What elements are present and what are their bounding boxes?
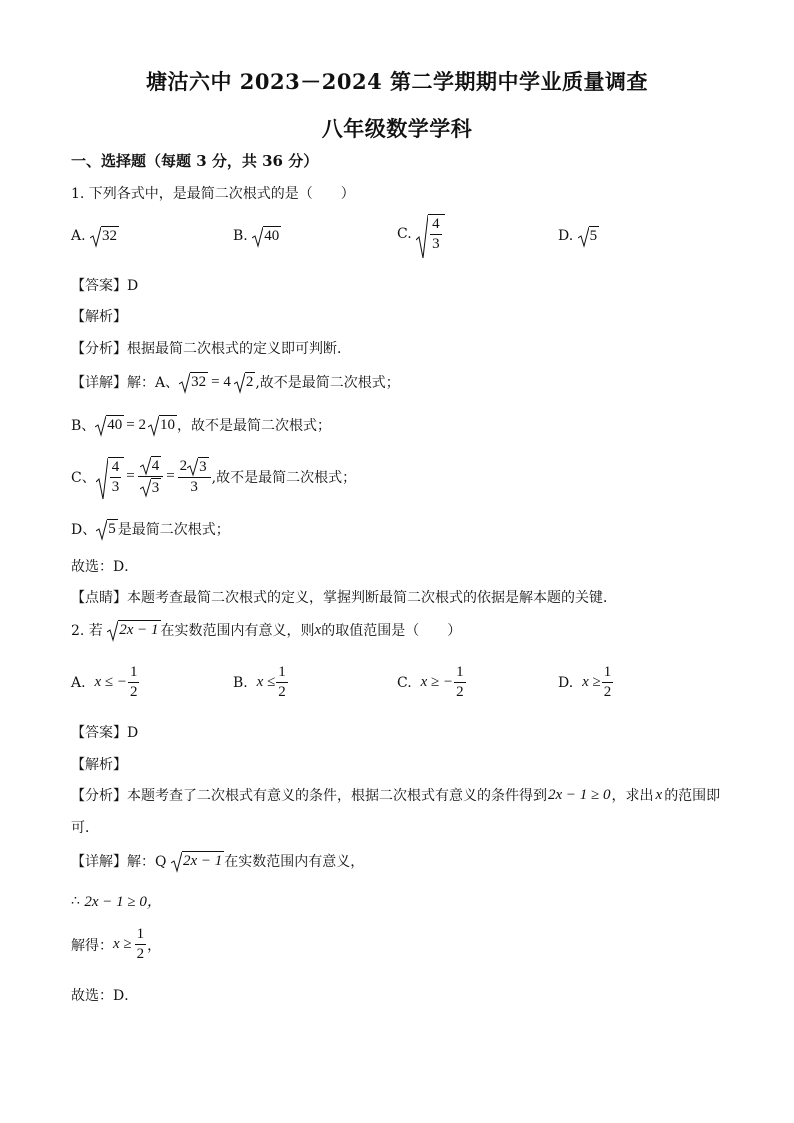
option-label: A. xyxy=(71,674,86,691)
radical xyxy=(171,851,224,870)
q2-fenxi xyxy=(71,785,720,805)
q1-choose: 故选：D． xyxy=(71,559,139,575)
detail-prefix: D、 xyxy=(71,522,97,538)
stem-text: 在实数范围内有意义，则 xyxy=(160,623,315,639)
fraction xyxy=(602,664,614,702)
fraction xyxy=(135,926,147,964)
q1-analysis-tag: 【解析】 xyxy=(71,309,127,325)
fraction xyxy=(128,664,140,702)
q2-answer: 【答案】D xyxy=(71,725,139,741)
radicand: 4 xyxy=(151,458,160,474)
q1-option-a-label: A. xyxy=(71,227,86,244)
numerator: 1 xyxy=(454,664,466,683)
equation-part: = 2 xyxy=(126,416,147,433)
q1-option-d-label: D. xyxy=(558,227,574,244)
option-label: B. xyxy=(233,674,248,691)
q2-analysis-tag: 【解析】 xyxy=(71,757,127,773)
radical xyxy=(90,226,119,245)
radicand: 40 xyxy=(107,417,123,434)
therefore-symbol: ∴ xyxy=(71,892,80,909)
document-title: 塘沽六中 2023－2024 第二学期期中学业质量调查 xyxy=(145,69,648,94)
denominator: 2 xyxy=(456,684,464,701)
fraction xyxy=(178,457,211,497)
option-expr: x ≤ xyxy=(256,674,276,691)
document-subtitle: 八年级数学学科 xyxy=(321,116,473,141)
numerator: 1 xyxy=(128,664,140,683)
fenxi-text: 【分析】本题考查了二次根式有意义的条件，根据二次根式有意义的条件得到 xyxy=(71,788,547,804)
q1-option-b-label: B. xyxy=(233,227,248,244)
fenxi-expr: 2x − 1 ≥ 0 xyxy=(548,786,611,803)
fraction xyxy=(454,664,466,702)
radical xyxy=(252,226,281,245)
q1-dianjing: 【点睛】本题考查最简二次根式的定义，掌握判断最简二次根式的依据是解本题的关键． xyxy=(71,590,617,606)
detail-tail: ，故不是最简二次根式； xyxy=(177,418,332,434)
radical xyxy=(179,372,208,391)
fraction xyxy=(276,664,288,702)
variable: x xyxy=(314,621,322,638)
radical xyxy=(107,620,160,639)
radical xyxy=(140,456,162,475)
option-expr: x ≥ xyxy=(582,674,601,691)
denominator: 2 xyxy=(136,946,145,963)
option-label: C. xyxy=(397,674,412,691)
detail-tail: ,故不是最简二次根式； xyxy=(211,469,357,486)
radical xyxy=(140,478,162,497)
radicand: 3 xyxy=(151,480,160,497)
fenxi-text: 的范围即 xyxy=(664,788,721,804)
detail-tail: 是最简二次根式； xyxy=(117,522,230,538)
radicand: 32 xyxy=(191,374,207,391)
q1-stem: 1. 下列各式中，是最简二次根式的是（ ） xyxy=(71,186,355,202)
detail-tail: ,故不是最简二次根式； xyxy=(255,375,400,391)
radicand: 5 xyxy=(589,228,598,244)
q2-solve xyxy=(71,926,161,964)
denominator: 3 xyxy=(190,479,198,496)
solve-expr: x ≥ xyxy=(113,936,132,953)
option-expr: x ≤ − xyxy=(94,674,127,691)
radicand: 40 xyxy=(264,228,280,244)
numerator: 1 xyxy=(276,664,288,683)
stem-text: 2. 若 xyxy=(71,623,103,639)
radical xyxy=(234,372,256,391)
radicand: 2x − 1 xyxy=(182,853,223,870)
denominator: 2 xyxy=(129,684,138,701)
q2-stem xyxy=(71,620,461,640)
q1-detail-a xyxy=(71,372,400,392)
q2-therefore xyxy=(71,890,162,911)
numerator: 1 xyxy=(135,926,147,945)
q1-fenxi: 【分析】根据最简二次根式的定义即可判断． xyxy=(71,341,351,357)
denominator: 2 xyxy=(603,684,612,701)
radical xyxy=(148,415,177,434)
radicand: 3 xyxy=(199,459,207,475)
coefficient: 2 xyxy=(179,458,188,474)
radical xyxy=(578,226,600,245)
option-expr: x ≥ − xyxy=(420,674,454,691)
equation-part: = 4 xyxy=(211,373,231,390)
equals: = xyxy=(166,468,175,485)
solve-tail: ， xyxy=(147,937,162,954)
denominator: 3 xyxy=(432,236,440,253)
q2-fenxi-line2: 可． xyxy=(71,820,99,836)
radicand: 5 xyxy=(108,521,116,538)
numerator: 4 xyxy=(430,216,442,235)
q1-detail-b xyxy=(71,415,331,435)
q2-option-b xyxy=(233,664,289,702)
numerator: 1 xyxy=(602,664,614,683)
detail-prefix: 【详解】解：A、 xyxy=(71,375,180,391)
solve-prefix: 解得： xyxy=(71,937,113,954)
q2-option-d xyxy=(558,664,614,702)
denominator: 2 xyxy=(278,684,286,701)
detail-prefix: 【详解】解：Q xyxy=(71,854,167,870)
stem-text: 的取值范围是（ ） xyxy=(321,623,462,639)
fraction xyxy=(110,459,122,497)
detail-prefix: B、 xyxy=(71,418,96,434)
radicand: 2 xyxy=(245,374,254,391)
q2-option-a xyxy=(71,664,140,702)
radicand: 2x − 1 xyxy=(119,622,159,639)
radicand: 10 xyxy=(160,417,176,434)
option-label: D. xyxy=(558,674,574,691)
q1-answer: 【答案】D xyxy=(71,278,139,294)
q2-detail xyxy=(71,851,364,871)
numerator: 4 xyxy=(110,459,122,478)
q1-detail-d xyxy=(71,519,230,539)
variable: x xyxy=(655,786,663,803)
fraction xyxy=(430,216,442,254)
q1-option-c xyxy=(397,214,445,254)
q2-option-c xyxy=(397,664,467,702)
radical xyxy=(96,519,118,538)
detail-text: 在实数范围内有意义， xyxy=(224,854,365,870)
equals: = xyxy=(126,468,135,485)
section-heading: 一、选择题（每题 3 分，共 36 分） xyxy=(71,152,319,170)
radical xyxy=(95,415,124,434)
denominator: 3 xyxy=(111,479,120,496)
fenxi-text: ，求出 xyxy=(611,788,654,804)
radical xyxy=(416,214,445,254)
q1-option-c-label: C. xyxy=(397,225,412,242)
inequality: 2x − 1 ≥ 0， xyxy=(84,894,162,910)
q1-option-a xyxy=(71,226,119,245)
q2-choose: 故选：D． xyxy=(71,988,139,1004)
detail-prefix: C、 xyxy=(71,469,96,486)
radical xyxy=(96,457,125,497)
fraction xyxy=(138,456,164,498)
q1-option-b xyxy=(233,226,281,245)
q1-detail-c xyxy=(71,456,356,498)
radical xyxy=(187,457,209,476)
radicand: 32 xyxy=(102,228,118,244)
q1-option-d xyxy=(558,226,599,245)
